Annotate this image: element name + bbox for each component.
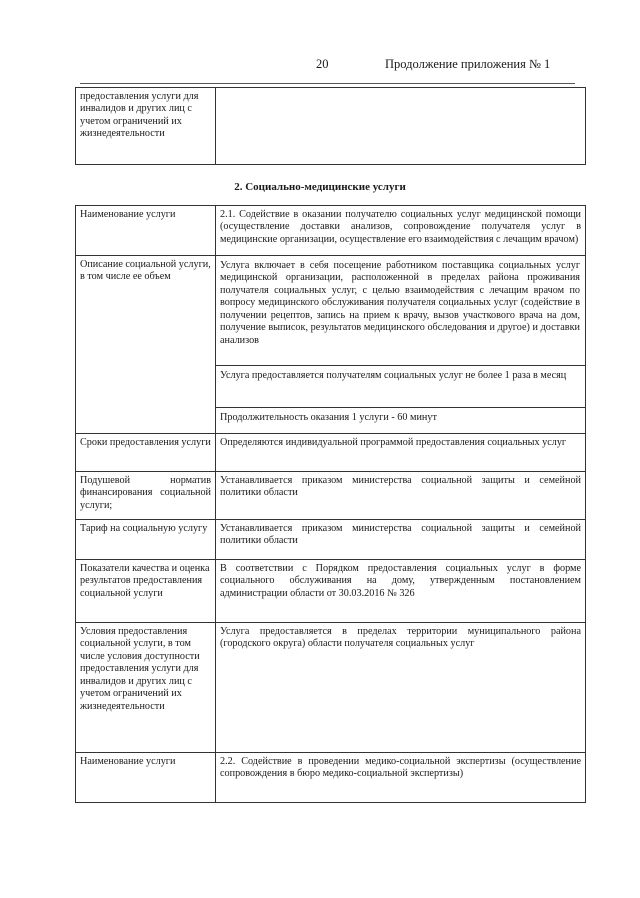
row-value: Услуга предоставляется в пределах территории муниципального района (городского округа) области получателя социальных услуг: [216, 623, 586, 753]
row-label: Тариф на социальную услугу: [76, 520, 216, 560]
row-value: [216, 88, 586, 165]
row-value-group: [216, 256, 586, 434]
row-label: Сроки предоставления услуги: [76, 434, 216, 472]
table-row: [76, 434, 586, 472]
section-title: 2. Социально-медицинские услуги: [234, 181, 406, 193]
row-label: Наименование услуги: [76, 206, 216, 256]
row-label: Условия предоставления социальной услуги, в том числе условия доступности предоставления услуги для инвалидов и других лиц с учетом ограничений их жизнедеятельности: [76, 623, 216, 753]
row-label: Наименование услуги: [76, 753, 216, 803]
row-label: Описание социальной услуги, в том числе ее объем: [76, 256, 216, 434]
page-number: 20: [316, 57, 329, 71]
page-header: [0, 57, 640, 73]
table-row: [76, 256, 586, 434]
services-table: [75, 205, 586, 803]
row-label: предоставления услуги для инвалидов и других лиц с учетом ограничений их жизнедеятельности: [76, 88, 216, 165]
service-duration: Продолжительность оказания 1 услуги - 60 минут: [220, 412, 437, 423]
header-rule: [80, 83, 575, 84]
row-value: В соответствии с Порядком предоставления социальных услуг в форме социального обслуживания на дому, утвержденным постановлением администрации области от 30.03.2016 № 326: [216, 560, 586, 623]
row-label: [76, 472, 216, 520]
service-description: Услуга включает в себя посещение работником поставщика социальных услуг медицинской организации, расположенной в пределах района проживания получателя социальных услуг, с целью взаимодействия с лечащим врачом по вопросу медицинского обслуживания получателя социальных услуг (содействие в получении рецептов, запись на прием к врачу, вызов участкового врача на дом, получение выписок, результатов медицинского обследования и другое) и доставки анализов: [216, 256, 585, 366]
table-row: [76, 623, 586, 753]
row-value: Определяются индивидуальной программой предоставления социальных услуг: [216, 434, 586, 472]
row-value: Устанавливается приказом министерства социальной защиты и семейной политики области: [216, 472, 586, 520]
table-row: [76, 206, 586, 256]
row-value: 2.1. Содействие в оказании получателю социальных услуг медицинской помощи (осуществление доставки анализов, сопровождение получателя услуг в медицинские организации, осуществление его взаимодействия с лечащим врачом): [216, 206, 586, 256]
continued-table: [75, 87, 586, 165]
service-frequency: Услуга предоставляется получателям социальных услуг не более 1 раза в месяц: [216, 366, 585, 408]
row-label: Показатели качества и оценка результатов предоставления социальной услуги: [76, 560, 216, 623]
appendix-continuation: Продолжение приложения № 1: [385, 57, 551, 71]
table-row: [76, 753, 586, 803]
row-value: Устанавливается приказом министерства социальной защиты и семейной политики области: [216, 520, 586, 560]
table-row: [76, 560, 586, 623]
table-row: [76, 472, 586, 520]
table-row: [76, 88, 586, 165]
row-value: 2.2. Содействие в проведении медико-социальной экспертизы (осуществление сопровождения в бюро медико-социальной экспертизы): [216, 753, 586, 803]
row-label-text: Подушевой норматив финансирования социальной услуги;: [80, 475, 211, 511]
table-row: [76, 520, 586, 560]
